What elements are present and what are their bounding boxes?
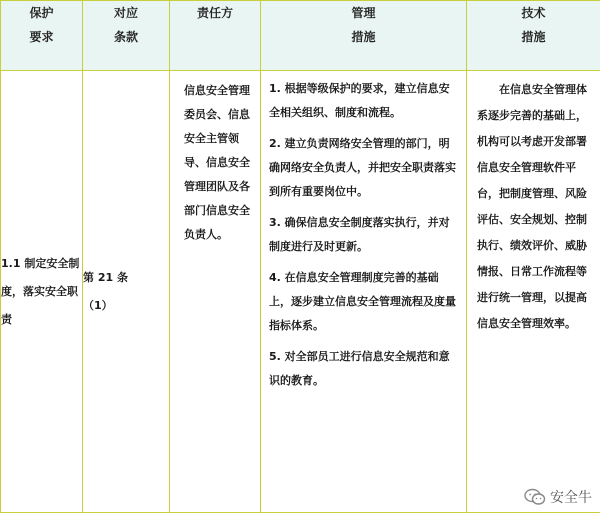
management-item-3: 3. 确保信息安全制度落实执行，并对制度进行及时更新。: [269, 216, 450, 253]
management-item-4: 4. 在信息安全管理制度完善的基础上，逐步建立信息安全管理流程及度量指标体系。: [269, 271, 456, 332]
cell-management: [261, 71, 467, 513]
header-technical-measures: [467, 1, 600, 71]
cell-requirement: [1, 71, 83, 513]
clause-line1: 第 21 条: [83, 270, 128, 284]
header-col2-line2: 条款: [113, 30, 138, 44]
wechat-icon: [524, 488, 546, 506]
header-protection-requirement: [1, 1, 83, 71]
header-col2-line1: 对应: [113, 6, 138, 20]
clause-line2: （1）: [83, 298, 113, 312]
technical-text: 在信息安全管理体系逐步完善的基础上，机构可以考虑开发部署信息安全管理软件平台，把制度管理、风险评估、安全规划、控制执行、绩效评价、威胁情报、日常工作流程等进行统一管理，以提高信息安全管理效率。: [477, 83, 587, 330]
header-col1-line1: 保护: [29, 6, 54, 20]
management-item-2: 2. 建立负责网络安全管理的部门，明确网络安全负责人，并把安全职责落实到所有重要岗位中。: [269, 137, 456, 198]
header-col3-label: 责任方: [196, 6, 233, 20]
requirement-text: 1.1 制定安全制度，落实安全职责: [1, 256, 80, 326]
header-col4-line2: 措施: [351, 30, 376, 44]
header-col5-line1: 技术: [521, 6, 546, 20]
cell-responsible: [170, 71, 261, 513]
header-row: [1, 1, 600, 71]
responsible-text: 信息安全管理委员会、信息安全主管领导、信息安全管理团队及各部门信息安全负责人。: [184, 84, 250, 241]
table-row: [1, 71, 600, 513]
watermark: [524, 487, 592, 507]
management-item-1: 1. 根据等级保护的要求，建立信息安全相关组织、制度和流程。: [269, 82, 450, 119]
management-item-5: 5. 对全部员工进行信息安全规范和意识的教育。: [269, 350, 450, 387]
cell-clause: [83, 71, 170, 513]
header-responsible-party: [170, 1, 261, 71]
header-management-measures: [261, 1, 467, 71]
watermark-text: 安全牛: [550, 490, 592, 506]
header-col5-line2: 措施: [521, 30, 546, 44]
header-col1-line2: 要求: [29, 30, 54, 44]
header-col4-line1: 管理: [351, 6, 376, 20]
header-clause: [83, 1, 170, 71]
cell-technical: [467, 71, 600, 513]
